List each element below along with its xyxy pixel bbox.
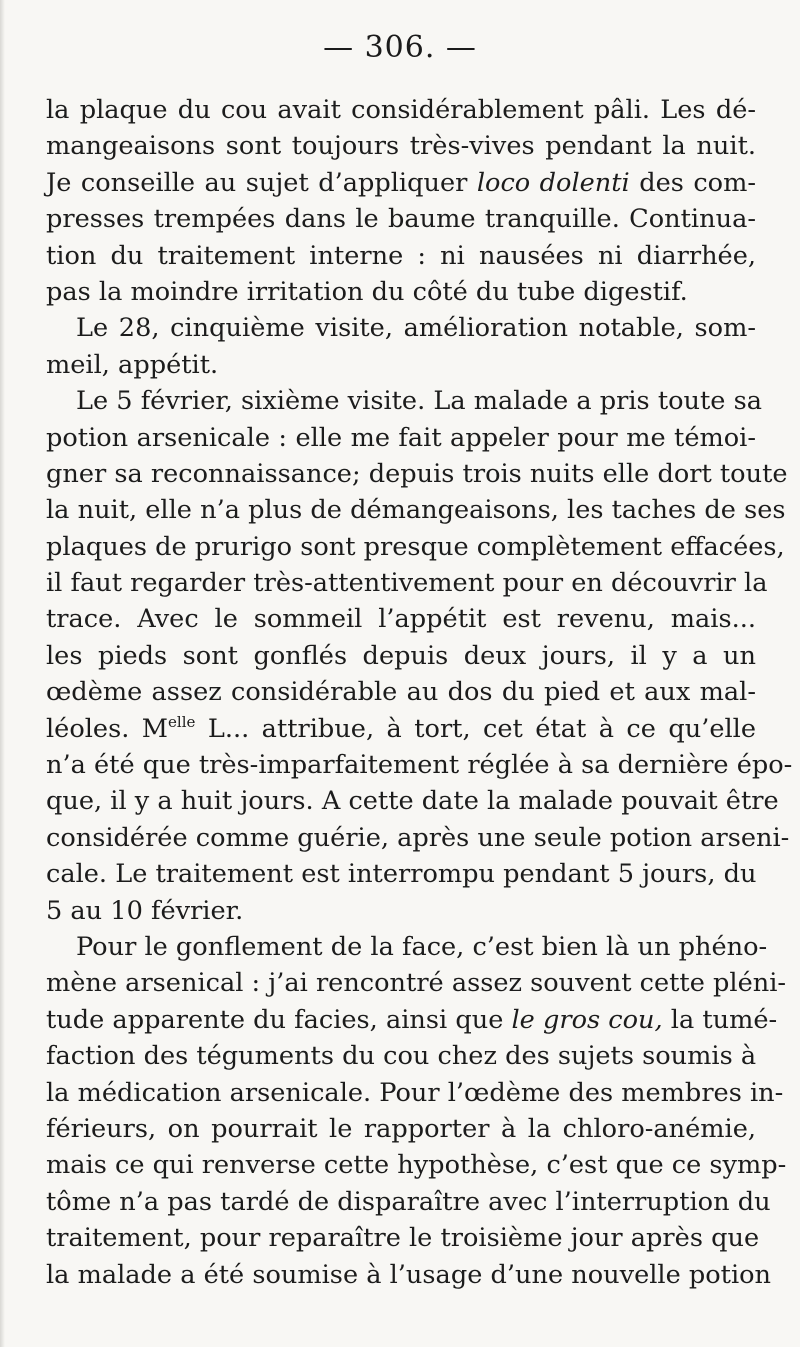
text-line: que, il y a huit jours. A cette date la malade pouvait être [46, 786, 779, 817]
text-line: gner sa reconnaissance; depuis trois nuits elle dort toute [46, 458, 788, 489]
text-line: n’a été que très-imparfaitement réglée à sa dernière épo- [46, 750, 793, 781]
text-line: considérée comme guérie, après une seule potion arseni- [46, 822, 790, 853]
superscript-title: elle [168, 712, 196, 731]
text-line: traitement, pour reparaître le troisième jour après que [46, 1223, 760, 1254]
text-line: trace. Avec le sommeil l’appétit est revenu, mais... [46, 604, 756, 635]
italic-phrase: le gros cou, [511, 1004, 663, 1035]
text-line: tion du traitement interne : ni nausées ni diarrhée, [46, 240, 756, 271]
text-line: la plaque du cou avait considérablement pâli. Les dé- [46, 95, 756, 125]
text-line: la médication arsenicale. Pour l’œdème des membres in- [46, 1077, 784, 1108]
text-line: léoles. $M^{elle}$ L... attribue, à tort, cet état à ce qu’elle [46, 712, 757, 744]
text-line: pas la moindre irritation du côté du tube digestif. [46, 276, 688, 307]
text-line: potion arsenicale : elle me fait appeler pour me témoi- [46, 422, 756, 453]
text-line: la malade a été soumise à l’usage d’une nouvelle potion [46, 1259, 772, 1290]
text-line: la nuit, elle n’a plus de démangeaisons, les taches de ses [46, 495, 786, 526]
text-line: œdème assez considérable au dos du pied et aux mal- [46, 677, 756, 708]
text-line: meil, appétit. [46, 349, 219, 380]
text-line: Le 28, cinquième visite, amélioration notable, som- [76, 313, 756, 344]
text-line: férieurs, on pourrait le rapporter à la chloro-anémie, [46, 1113, 756, 1144]
text-line: les pieds sont gonflés depuis deux jours, il y a un [46, 640, 756, 671]
text-line: mais ce qui renverse cette hypothèse, c’est que ce symp- [46, 1150, 787, 1181]
text-line: Le 5 février, sixième visite. La malade a pris toute sa [76, 386, 762, 417]
latin-phrase: loco dolenti [476, 167, 630, 198]
text-line: 5 au 10 février. [46, 895, 244, 926]
text-line: faction des téguments du cou chez des sujets soumis à [46, 1041, 757, 1072]
text-line: mène arsenical : j’ai rencontré assez souvent cette pléni- [46, 968, 787, 999]
body-text [46, 92, 793, 1293]
text-line: cale. Le traitement est interrompu pendant 5 jours, du [46, 859, 757, 890]
text-line: presses trempées dans le baume tranquille. Continua- [46, 204, 756, 235]
text-line: plaques de prurigo sont presque complètement effacées, [46, 531, 785, 562]
text-line: tude apparente du facies, ainsi que le gros cou, la tumé- [46, 1004, 778, 1035]
text-line: Je conseille au sujet d’appliquer loco dolenti des com- [46, 167, 756, 198]
text-line: tôme n’a pas tardé de disparaître avec l’interruption du [46, 1186, 771, 1217]
text-line: mangeaisons sont toujours très-vives pendant la nuit. [46, 131, 756, 162]
text-line: Pour le gonflement de la face, c’est bien là un phéno- [76, 931, 768, 962]
page-number: — 306. — [323, 30, 477, 65]
text-line: il faut regarder très-attentivement pour en découvrir la [46, 568, 768, 599]
